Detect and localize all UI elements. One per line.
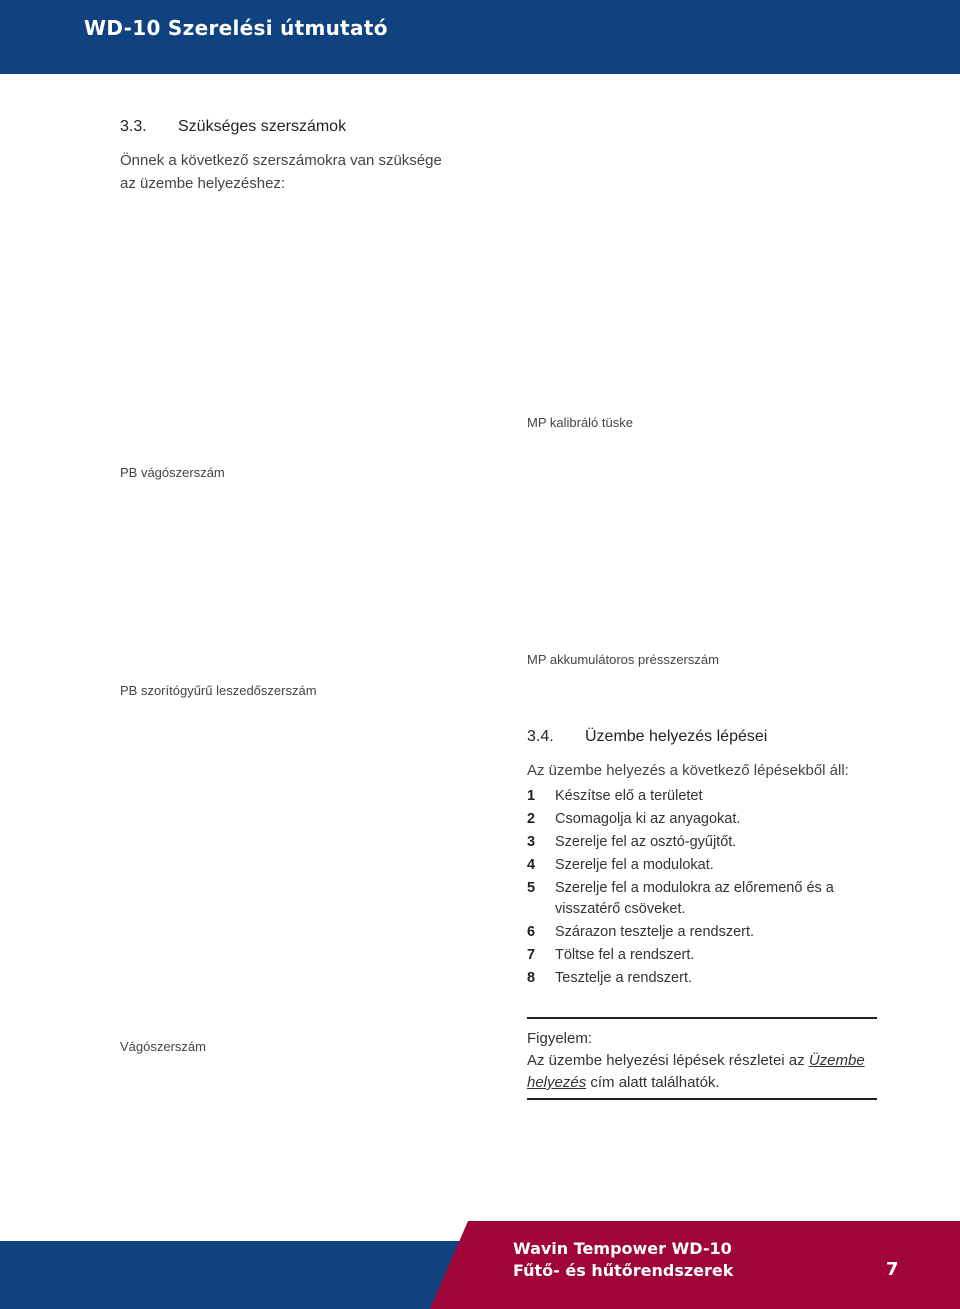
step-item — [527, 809, 887, 830]
section-33-intro-line1: Önnek a következő szerszámokra van szüksége — [120, 152, 442, 169]
section-33-intro — [120, 149, 442, 195]
page-header — [0, 0, 960, 74]
step-text: Szerelje fel a modulokat. — [555, 857, 714, 873]
note-emphasis-link: Üzembe helyezés — [527, 1052, 865, 1091]
caption-mp-calibration: MP kalibráló tüske — [527, 415, 633, 430]
section-33-intro-line2: az üzembe helyezéshez: — [120, 175, 286, 192]
step-number: 3 — [527, 834, 536, 850]
footer-product-category: Fűtő- és hűtőrendszerek — [513, 1261, 734, 1280]
step-number: 8 — [527, 970, 536, 986]
footer-blue-band — [0, 1241, 490, 1309]
caption-pb-ring-remover: PB szorítógyűrű leszedőszerszám — [120, 683, 317, 698]
section-34-heading — [527, 728, 767, 746]
step-item — [527, 878, 887, 920]
section-34-title: Üzembe helyezés lépései — [585, 728, 768, 745]
step-text: Csomagolja ki az anyagokat. — [555, 811, 741, 827]
caption-mp-press: MP akkumulátoros présszerszám — [527, 652, 719, 667]
step-number: 6 — [527, 924, 536, 940]
step-text: Töltse fel a rendszert. — [555, 947, 695, 963]
step-number: 1 — [527, 788, 536, 804]
step-text: Szárazon tesztelje a rendszert. — [555, 924, 755, 940]
note-heading: Figyelem: — [527, 1030, 593, 1047]
header-title: WD-10 Szerelési útmutató — [84, 16, 388, 40]
step-item — [527, 855, 887, 876]
note-text-before: Az üzembe helyezési lépések részletei az — [527, 1052, 809, 1069]
section-33-number: 3.3. — [120, 118, 147, 135]
note-box — [527, 1017, 877, 1100]
section-34-number: 3.4. — [527, 728, 554, 745]
step-item — [527, 945, 887, 966]
footer-band — [0, 1221, 960, 1309]
step-item — [527, 832, 887, 853]
section-34-intro: Az üzembe helyezés a következő lépésekből áll: — [527, 762, 849, 779]
step-number: 5 — [527, 880, 536, 896]
step-item — [527, 968, 887, 989]
caption-pb-cutter: PB vágószerszám — [120, 465, 225, 480]
section-33-heading — [120, 118, 346, 136]
step-text: Szerelje fel a modulokra az előremenő és a visszatérő csöveket. — [555, 880, 834, 917]
step-item — [527, 786, 887, 807]
caption-cutter: Vágószerszám — [120, 1039, 206, 1054]
step-text: Készítse elő a területet — [555, 788, 703, 804]
footer-product-name: Wavin Tempower WD-10 — [513, 1239, 732, 1258]
step-item — [527, 922, 887, 943]
step-text: Szerelje fel az osztó-gyűjtőt. — [555, 834, 737, 850]
steps-list — [527, 786, 887, 991]
section-33-title: Szükséges szerszámok — [178, 118, 347, 135]
note-body — [527, 1050, 877, 1094]
note-text-after: cím alatt találhatók. — [586, 1074, 720, 1091]
step-number: 4 — [527, 857, 536, 873]
page-number: 7 — [886, 1259, 899, 1280]
step-number: 7 — [527, 947, 536, 963]
step-text: Tesztelje a rendszert. — [555, 970, 693, 986]
step-number: 2 — [527, 811, 536, 827]
